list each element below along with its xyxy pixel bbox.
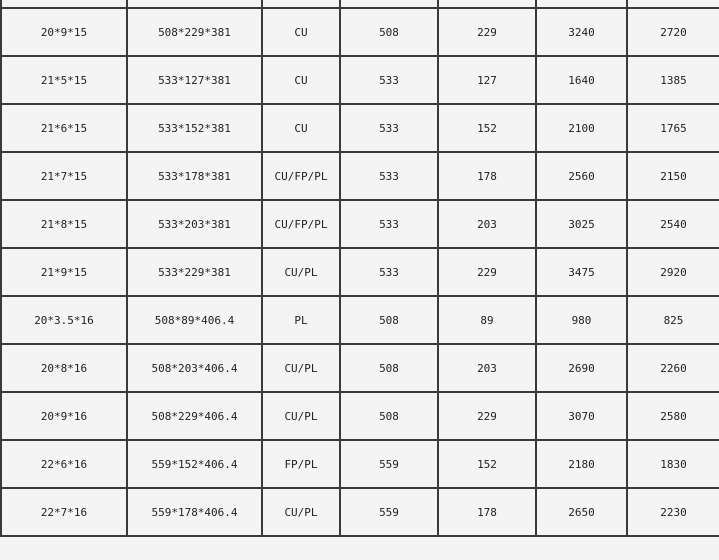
table-row	[1, 296, 719, 344]
cell-width: 178	[438, 152, 536, 200]
cell-length: 533	[340, 152, 438, 200]
cell-size-mm: 508*89*406.4	[127, 296, 262, 344]
cell-finish	[262, 0, 340, 8]
cell-size-mm: 508*203*406.4	[127, 344, 262, 392]
cell-finish: CU/FP/PL	[262, 152, 340, 200]
table-row	[1, 104, 719, 152]
cell-size-mm: 533*203*381	[127, 200, 262, 248]
cell-size-mm: 533*229*381	[127, 248, 262, 296]
cell-length: 559	[340, 440, 438, 488]
cell-weight-b: 2230	[627, 488, 719, 536]
table-row	[1, 200, 719, 248]
cell-width	[438, 0, 536, 8]
cell-size-inch: 22*6*16	[1, 440, 127, 488]
cell-weight-a: 3475	[536, 248, 627, 296]
cell-weight-b: 2920	[627, 248, 719, 296]
cell-finish: CU/FP/PL	[262, 200, 340, 248]
cell-finish: CU	[262, 56, 340, 104]
table-row	[1, 56, 719, 104]
cell-finish: CU/PL	[262, 488, 340, 536]
cell-length: 533	[340, 200, 438, 248]
table-row	[1, 0, 719, 8]
cell-weight-a: 980	[536, 296, 627, 344]
table-row	[1, 488, 719, 536]
cell-finish: PL	[262, 296, 340, 344]
cell-weight-a: 1640	[536, 56, 627, 104]
cell-weight-a: 3025	[536, 200, 627, 248]
cell-width: 152	[438, 440, 536, 488]
cell-weight-b: 2540	[627, 200, 719, 248]
cell-size-mm: 559*178*406.4	[127, 488, 262, 536]
table-row	[1, 248, 719, 296]
cell-length: 533	[340, 248, 438, 296]
cell-length: 533	[340, 56, 438, 104]
cell-finish: FP/PL	[262, 440, 340, 488]
cell-weight-a: 2180	[536, 440, 627, 488]
cell-size-inch: 21*5*15	[1, 56, 127, 104]
cell-size-inch: 20*8*16	[1, 344, 127, 392]
cell-length: 508	[340, 296, 438, 344]
cell-size-mm: 533*152*381	[127, 104, 262, 152]
cell-size-mm: 533*127*381	[127, 56, 262, 104]
cell-weight-a: 2100	[536, 104, 627, 152]
cell-weight-a: 2690	[536, 344, 627, 392]
cell-width: 203	[438, 200, 536, 248]
cell-weight-a: 3240	[536, 8, 627, 56]
cell-size-inch: 21*9*15	[1, 248, 127, 296]
cell-width: 152	[438, 104, 536, 152]
cell-width: 178	[438, 488, 536, 536]
cell-size-inch: 20*3.5*16	[1, 296, 127, 344]
cell-size-inch: 20*9*16	[1, 392, 127, 440]
table-row	[1, 440, 719, 488]
cell-width: 89	[438, 296, 536, 344]
cell-width: 229	[438, 248, 536, 296]
cell-finish: CU	[262, 104, 340, 152]
cell-weight-a: 2560	[536, 152, 627, 200]
cell-weight-b: 2580	[627, 392, 719, 440]
cell-weight-b	[627, 0, 719, 8]
cell-weight-a: 2650	[536, 488, 627, 536]
cell-size-mm: 508*229*406.4	[127, 392, 262, 440]
cell-size-inch: 20*9*15	[1, 8, 127, 56]
table-row	[1, 8, 719, 56]
cell-finish: CU/PL	[262, 248, 340, 296]
cell-length	[340, 0, 438, 8]
cell-size-inch	[1, 0, 127, 8]
cell-size-mm: 533*178*381	[127, 152, 262, 200]
table-row	[1, 392, 719, 440]
cell-size-mm: 508*229*381	[127, 8, 262, 56]
cell-finish: CU	[262, 8, 340, 56]
cell-length: 508	[340, 344, 438, 392]
cell-weight-b: 825	[627, 296, 719, 344]
cell-weight-b: 1765	[627, 104, 719, 152]
cell-weight-a: 3070	[536, 392, 627, 440]
cell-length: 559	[340, 488, 438, 536]
cell-width: 203	[438, 344, 536, 392]
cell-size-inch: 21*6*15	[1, 104, 127, 152]
cell-length: 508	[340, 8, 438, 56]
cell-size-inch: 22*7*16	[1, 488, 127, 536]
cell-weight-b: 2720	[627, 8, 719, 56]
cell-weight-b: 2150	[627, 152, 719, 200]
table-row	[1, 152, 719, 200]
cell-width: 229	[438, 392, 536, 440]
table-row	[1, 344, 719, 392]
cell-weight-b: 1385	[627, 56, 719, 104]
cell-weight-b: 1830	[627, 440, 719, 488]
cell-size-mm: 559*152*406.4	[127, 440, 262, 488]
cell-length: 533	[340, 104, 438, 152]
cell-size-inch: 21*7*15	[1, 152, 127, 200]
cell-length: 508	[340, 392, 438, 440]
cell-width: 229	[438, 8, 536, 56]
cell-width: 127	[438, 56, 536, 104]
cell-weight-a	[536, 0, 627, 8]
cell-finish: CU/PL	[262, 344, 340, 392]
cell-size-mm	[127, 0, 262, 8]
cell-weight-b: 2260	[627, 344, 719, 392]
cell-finish: CU/PL	[262, 392, 340, 440]
cell-size-inch: 21*8*15	[1, 200, 127, 248]
